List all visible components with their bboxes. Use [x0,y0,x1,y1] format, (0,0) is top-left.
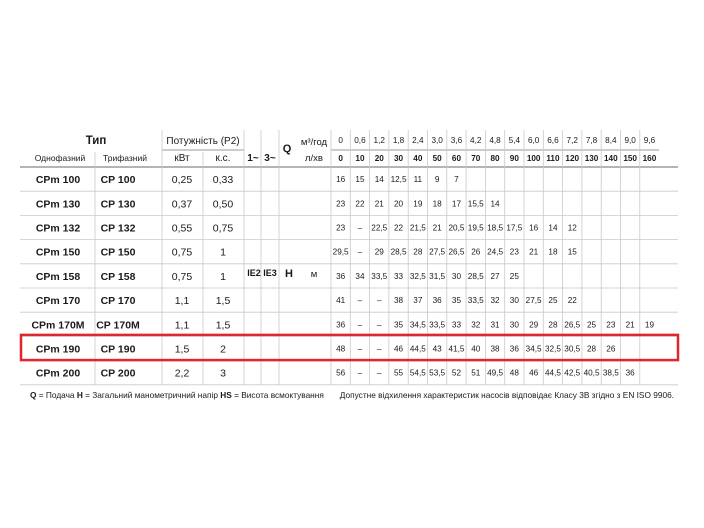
cell-head-value: – [357,320,363,330]
cell-head-value: 30 [451,271,462,281]
cell-head-value: 29 [529,320,539,330]
cell-head-value: 22 [393,223,404,233]
cell-head-value: – [376,368,382,378]
header-phase-3: 3~ [264,153,276,164]
cell-head-value: 43 [432,344,442,354]
cell-head-value: 36 [336,271,346,281]
cell-head-value: 30 [509,320,519,330]
cell-head-value: – [357,368,363,378]
cell-head-value: 34,5 [525,344,542,354]
cell-head-value: 46 [393,344,404,354]
cell-head-value: 29 [374,247,384,257]
cell-head-value: 44,5 [544,368,561,378]
label-h-unit: м [310,269,318,280]
cell-head-value: 21 [529,247,539,257]
cell-head-value: 12 [567,223,577,233]
cell-single-phase: CPm 158 [35,270,81,283]
cell-single-phase: CPm 190 [35,343,81,356]
header-single-phase: Однофазний [34,153,86,163]
cell-three-phase: CP 200 [100,367,136,380]
cell-head-value: 20 [393,199,404,209]
cell-head-value: 52 [451,368,462,378]
flow-m3h-header: 4,8 [489,136,501,145]
cell-head-value: 18,5 [487,223,504,233]
cell-head-value: 15,5 [467,199,484,209]
cell-head-value: 26,5 [564,320,581,330]
cell-head-value: 41 [336,296,346,306]
header-hp: к.с. [215,153,231,164]
cell-head-value: 36 [625,368,635,378]
header-kw: кВт [174,153,190,164]
cell-three-phase: CP 190 [100,343,136,356]
cell-power-kw: 1,5 [174,343,190,356]
cell-head-value: 41,5 [448,344,465,354]
cell-head-value: 16 [336,175,346,185]
header-q-unit-lmin: л/хв [305,153,323,164]
cell-head-value: – [357,247,363,257]
cell-head-value: 28,5 [390,247,407,257]
cell-head-value: 20,5 [448,223,465,233]
flow-lmin-header: 20 [374,154,384,163]
cell-power-kw: 0,55 [171,222,193,235]
table-row [20,247,678,264]
cell-three-phase: CP 100 [100,174,136,187]
label-ie2: IE2 [247,268,261,278]
cell-head-value: 15 [567,247,577,257]
cell-head-value: 36 [509,344,519,354]
header-tip: Тип [85,135,107,147]
cell-head-value: 25 [586,320,597,330]
flow-m3h-header: 2,4 [412,136,424,145]
cell-power-hp: 1 [220,246,226,259]
cell-head-value: 32,5 [544,344,561,354]
flow-lmin-header: 100 [526,154,541,163]
cell-head-value: 23 [336,223,346,233]
cell-head-value: 23 [606,320,616,330]
cell-head-value: 21 [625,320,635,330]
cell-single-phase: CPm 170 [35,295,81,308]
cell-head-value: 19 [644,320,655,330]
cell-head-value: 22,5 [371,223,388,233]
cell-head-value: 40 [471,344,481,354]
flow-m3h-header: 6,6 [547,136,559,145]
cell-head-value: – [376,344,382,354]
cell-single-phase: CPm 170M [31,319,85,332]
cell-head-value: 37 [413,296,423,306]
cell-head-value: – [357,223,363,233]
cell-head-value: 53,5 [429,368,446,378]
cell-head-value: 22 [355,199,365,209]
cell-power-kw: 0,75 [171,246,193,259]
cell-head-value: 48 [336,344,346,354]
cell-head-value: 9 [434,175,440,185]
cell-head-value: 54,5 [409,368,426,378]
cell-head-value: 11 [413,175,423,185]
flow-lmin-header: 130 [584,154,599,163]
flow-m3h-header: 8,4 [605,136,617,145]
cell-head-value: 29,5 [332,247,349,257]
flow-lmin-header: 40 [413,154,423,163]
flow-m3h-header: 7,8 [585,136,598,145]
cell-head-value: 46 [529,368,539,378]
cell-head-value: 38 [490,344,500,354]
table-row [20,368,678,385]
cell-head-value: 22 [567,296,577,306]
flow-lmin-header: 140 [604,154,618,163]
flow-m3h-header: 3,6 [450,136,463,145]
flow-lmin-header: 80 [490,154,500,163]
cell-head-value: 19 [413,199,423,209]
cell-head-value: 48 [509,368,519,378]
cell-head-value: 18 [432,199,442,209]
cell-head-value: 26,5 [448,247,465,257]
table-row [20,174,678,191]
cell-head-value: 23 [509,247,519,257]
cell-three-phase: CP 170 [100,295,136,308]
header-q-unit-m3h: м³/год [300,137,328,148]
flow-m3h-header: 0,6 [354,136,366,145]
cell-head-value: 14 [490,199,500,209]
footer-legend: Q = Подача H = Загальний манометричний напір HS = Висота всмоктування [30,390,324,400]
cell-head-value: 42,5 [564,368,581,378]
cell-head-value: 55 [393,368,404,378]
label-ie3: IE3 [263,268,277,278]
cell-head-value: 31,5 [429,271,446,281]
cell-head-value: – [376,296,382,306]
cell-head-value: 30,5 [564,344,581,354]
flow-lmin-header: 10 [355,154,365,163]
cell-power-hp: 1 [220,270,226,283]
flow-lmin-header: 0 [338,154,343,163]
cell-power-hp: 0,33 [212,174,234,187]
cell-power-kw: 2,2 [174,367,190,380]
table-row [20,223,678,240]
flow-lmin-header: 60 [451,154,462,163]
cell-single-phase: CPm 200 [35,367,81,380]
flow-lmin-header: 110 [546,154,560,163]
cell-single-phase: CPm 100 [35,174,81,187]
cell-head-value: 21 [432,223,442,233]
cell-head-value: 26 [471,247,481,257]
cell-head-value: 33,5 [429,320,446,330]
cell-head-value: – [357,296,363,306]
cell-head-value: 27,5 [429,247,446,257]
cell-head-value: 16 [529,223,539,233]
cell-power-hp: 1,5 [215,319,231,332]
header-phase-1: 1~ [247,153,259,164]
cell-head-value: 56 [336,368,346,378]
cell-head-value: 28,5 [467,271,484,281]
flow-lmin-header: 160 [642,154,657,163]
cell-head-value: 19,5 [467,223,484,233]
cell-head-value: 15 [355,175,365,185]
cell-head-value: – [376,320,382,330]
cell-head-value: 27 [490,271,500,281]
cell-head-value: 38 [393,296,404,306]
cell-power-hp: 2 [220,343,226,356]
cell-single-phase: CPm 150 [35,246,81,259]
cell-head-value: 35 [451,296,462,306]
cell-head-value: 34,5 [409,320,426,330]
cell-head-value: 32,5 [409,271,426,281]
cell-power-hp: 0,50 [212,198,234,211]
table-body [20,174,678,385]
header-three-phase: Трифазний [103,153,147,163]
cell-head-value: 26 [606,344,616,354]
flow-m3h-header: 4,2 [470,136,482,145]
table-row [20,295,678,312]
cell-head-value: 24,5 [487,247,504,257]
cell-head-value: 35 [393,320,404,330]
cell-head-value: 34 [355,271,365,281]
table-row [20,198,678,215]
cell-head-value: 14 [374,175,384,185]
flow-m3h-header: 9,6 [643,136,656,145]
cell-head-value: 17 [451,199,462,209]
cell-single-phase: CPm 130 [35,198,81,211]
cell-head-value: 49,5 [487,368,504,378]
cell-head-value: – [357,344,363,354]
flow-lmin-header: 70 [471,154,481,163]
header-power: Потужність (P2) [166,136,240,147]
flow-lmin-header: 50 [432,154,442,163]
flow-m3h-header: 1,2 [373,136,385,145]
cell-head-value: 44,5 [409,344,426,354]
cell-three-phase: CP 130 [100,198,136,211]
cell-head-value: 14 [548,223,558,233]
cell-head-value: 25 [509,271,519,281]
table-row [20,271,678,288]
flow-m3h-header: 6,0 [527,136,540,145]
flow-m3h-header: 7,2 [566,136,578,145]
cell-single-phase: CPm 132 [35,222,81,235]
cell-head-value: 12,5 [390,175,407,185]
cell-head-value: 32 [471,320,481,330]
footer-tolerance-note: Допустне відхилення характеристик насосів відповідає Класу 3B згідно з EN ISO 9906. [339,390,674,400]
flow-lmin-header: 120 [565,154,580,163]
cell-head-value: 25 [548,296,558,306]
cell-head-value: 33 [451,320,462,330]
cell-power-hp: 1,5 [215,295,231,308]
cell-head-value: 38,5 [602,368,619,378]
cell-power-kw: 0,75 [171,270,193,283]
flow-m3h-header: 1,8 [392,136,405,145]
cell-power-kw: 1,1 [174,319,190,332]
flow-m3h-header: 0 [338,136,343,145]
cell-head-value: 30 [509,296,519,306]
cell-head-value: 7 [454,175,459,185]
cell-three-phase: CP 150 [100,246,136,259]
cell-head-value: 40,5 [583,368,600,378]
cell-power-kw: 0,37 [171,198,193,211]
cell-three-phase: CP 132 [100,222,136,235]
label-h-symbol: H [285,268,293,280]
cell-head-value: 28 [413,247,423,257]
cell-head-value: 18 [548,247,558,257]
flow-m3h-header: 9,0 [624,136,636,145]
cell-head-value: 27,5 [525,296,542,306]
cell-head-value: 23 [336,199,346,209]
cell-power-hp: 0,75 [212,222,234,235]
cell-head-value: 31 [490,320,500,330]
cell-head-value: 51 [471,368,481,378]
cell-three-phase: CP 170M [96,319,140,332]
flow-m3h-header: 3,0 [431,136,443,145]
flow-lmin-header: 30 [393,154,404,163]
cell-head-value: 33 [393,271,404,281]
cell-power-hp: 3 [220,367,226,380]
cell-head-value: 36 [432,296,442,306]
cell-three-phase: CP 158 [100,270,136,283]
cell-head-value: 33,5 [467,296,484,306]
cell-head-value: 28 [586,344,597,354]
cell-head-value: 21,5 [409,223,426,233]
flow-lmin-header: 90 [509,154,519,163]
cell-head-value: 17,5 [506,223,523,233]
cell-head-value: 28 [548,320,558,330]
cell-head-value: 21 [374,199,384,209]
cell-head-value: 33,5 [371,271,388,281]
cell-power-kw: 1,1 [174,295,190,308]
header-q-symbol: Q [282,143,292,155]
flow-m3h-header: 5,4 [508,136,521,145]
cell-power-kw: 0,25 [171,174,193,187]
flow-lmin-header: 150 [623,154,637,163]
cell-head-value: 32 [490,296,500,306]
table-row [20,344,678,361]
cell-head-value: 36 [336,320,346,330]
